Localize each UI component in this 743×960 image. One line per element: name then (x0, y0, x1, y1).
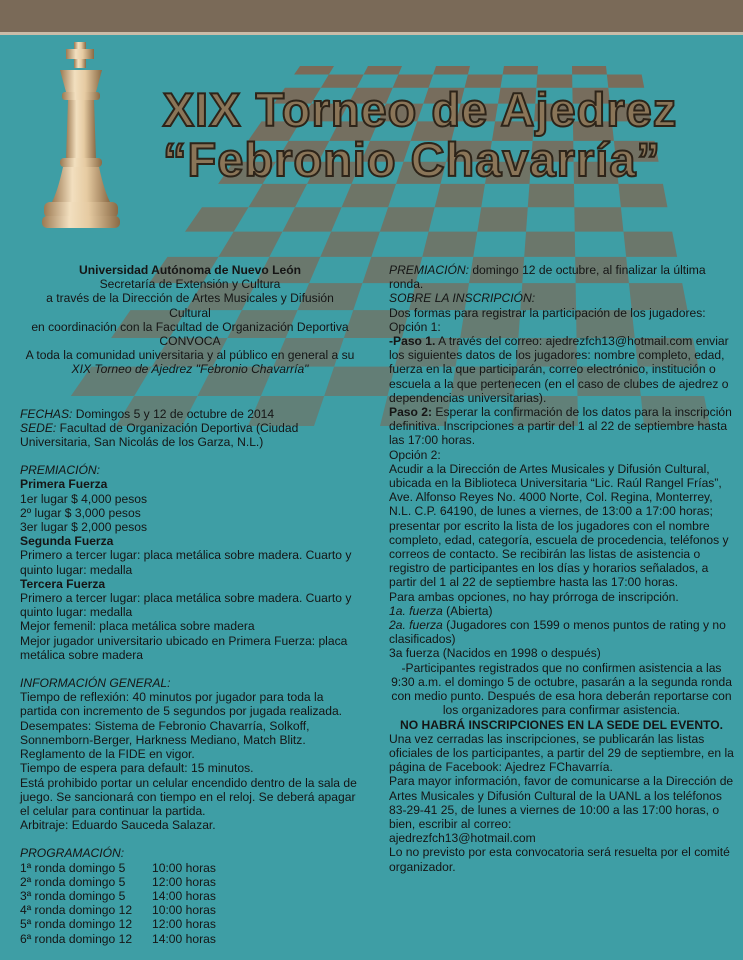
nota-asistencia: -Participantes registrados que no confirmen asistencia a las 9:30 a.m. el domingo 5 de octubre, pasarán a la segunda ronda con medio punto. Después de esa hora deberán reportarse con los organizadores para confirmar asistencia. (391, 660, 732, 718)
board-square (218, 232, 282, 257)
primera-line: 3er lugar $ 2,000 pesos (20, 520, 148, 535)
inscripcion-heading: SOBRE LA INSCRIPCIÓN: (389, 291, 536, 306)
left-column (20, 263, 360, 946)
paso-2-text: Esperar la confirmación de los datos para la inscripción definitiva. Inscripciones a partir del 1 al 22 de septiembre hasta las 17:00 horas. (389, 405, 732, 448)
board-square (574, 207, 623, 231)
board-square (435, 184, 485, 207)
round-row (20, 861, 360, 875)
round-row (20, 932, 360, 946)
fuerza-2 (389, 618, 734, 646)
board-square (185, 207, 248, 231)
intro-line: Universidad Autónoma de Nuevo León (79, 263, 301, 277)
sede-label: SEDE: (20, 420, 57, 435)
board-square (342, 184, 396, 207)
premiacion-heading: PREMIACIÓN: (20, 463, 100, 478)
paso-2 (389, 405, 734, 448)
premiacion-fecha-value: domingo 12 de octubre, al finalizar la última ronda. (389, 263, 706, 292)
no-previsto: Lo no previsto por esta convocatoria será resuelta por el comité organizador. (389, 845, 730, 874)
no-habra-inscripciones: NO HABRÁ INSCRIPCIONES EN LA SEDE DEL EVENTO. (400, 717, 723, 732)
board-square (422, 232, 477, 257)
fuerza-1 (389, 604, 734, 618)
tercera-fuerza: Tercera Fuerza (20, 576, 106, 591)
prorroga: Para ambas opciones, no hay prórroga de inscripción. (389, 589, 679, 604)
programacion-heading: PROGRAMACIÓN: (20, 846, 125, 861)
correo: ajedrezfch13@hotmail.com (389, 831, 536, 846)
round-time: 14:00 horas (152, 931, 216, 946)
fechas (20, 407, 360, 421)
round-name: 3ª ronda domingo 5 (20, 888, 126, 903)
fuerza-2-label: 2a. fuerza (389, 618, 443, 633)
top-banner-bar (0, 0, 743, 32)
opcion-1: Opción 1: (389, 319, 441, 334)
fuerza-2-text: (Jugadores con 1599 o menos puntos de rating y no clasificados) (389, 618, 726, 647)
info-line: Está prohibido portar un celular encendido dentro de la sala de juego. Se sancionará con tiempo en el reloj. Se deberá apagar el celular para continuar la partida. (20, 775, 357, 818)
title-line-2: “Febronio Chavarría” (163, 133, 661, 186)
intro-line: A toda la comunidad universitaria y al público en general a su (25, 348, 355, 363)
top-banner-line (0, 32, 743, 35)
board-square (572, 66, 607, 75)
round-name: 4ª ronda domingo 12 (20, 903, 133, 918)
round-time: 10:00 horas (152, 903, 216, 918)
round-time: 14:00 horas (152, 888, 216, 903)
opcion-2-text: Acudir a la Dirección de Artes Musicales y Difusión Cultural, ubicada en la Biblioteca Universitaria “Lic. Raúl Rangel Frías”, Ave. Alfonso Reyes No. 4000 Norte, Col. Regina, Monterrey, N.L. C.P. 64190, de lunes a viernes, de 13:00 a 17:00 horas; presentar por escrito la lista de los jugadores con el nombre completo, edad, categoría, escuela de procedencia, teléfonos y correos de contacto. Se recibirán las listas de asistencia o registro de participantes en los días y horarios señalados, a partir del 1 al 22 de septiembre hasta las 17:00 horas. (389, 461, 729, 590)
round-name: 2ª ronda domingo 5 (20, 874, 126, 889)
primera-line: 1er lugar $ 4,000 pesos (20, 491, 148, 506)
info-line: Tiempo de espera para default: 15 minutos. (20, 761, 254, 776)
board-square (320, 232, 380, 257)
round-time: 12:00 horas (152, 917, 216, 932)
round-row (20, 875, 360, 889)
intro-line: Cultural (169, 305, 211, 320)
fuerza-1-label: 1a. fuerza (389, 603, 443, 618)
board-square (364, 66, 402, 75)
opcion-2: Opción 2: (389, 447, 441, 462)
intro-line: CONVOCA (159, 334, 221, 349)
board-square (524, 232, 575, 257)
board-square (294, 66, 334, 75)
info-line: Arbitraje: Eduardo Sauceda Salazar. (20, 818, 216, 833)
fechas-label: FECHAS: (20, 406, 73, 421)
segunda-text: Primero a tercer lugar: placa metálica sobre madera. Cuarto y quinto lugar: medalla (20, 548, 352, 577)
board-square (380, 207, 435, 231)
info-heading: INFORMACIÓN GENERAL: (20, 676, 171, 691)
dos-formas: Dos formas para registrar la participación de los jugadores: (389, 305, 706, 320)
fuerza-1-text: (Abierta) (442, 603, 493, 618)
round-time: 12:00 horas (152, 874, 216, 889)
board-square (248, 184, 307, 207)
intro-line: a través de la Dirección de Artes Musicales y Difusión (46, 291, 334, 306)
sede-value: Facultad de Organización Deportiva (Ciudad Universitaria, San Nicolás de los Garza, N.L.) (20, 420, 299, 450)
segunda-fuerza: Segunda Fuerza (20, 534, 114, 549)
paso-1-label: -Paso 1. (389, 334, 436, 349)
board-square (477, 207, 527, 231)
info-line: Desempates: Sistema de Febronio Chavarría, Solkoff, Sonnemborn-Berger, Harkness Mediano, Match Blitz. (20, 718, 310, 747)
primera-fuerza: Primera Fuerza (20, 477, 108, 492)
info-line: Reglamento de la FIDE en vigor. (20, 747, 195, 762)
fechas-value: Domingos 5 y 12 de octubre de 2014 (72, 406, 275, 421)
round-name: 1ª ronda domingo 5 (20, 860, 126, 875)
title-line-1: XIX Torneo de Ajedrez (162, 83, 678, 136)
premiacion-fecha-label: PREMIACIÓN: (389, 263, 469, 277)
round-name: 5ª ronda domingo 12 (20, 917, 133, 932)
board-square (528, 184, 575, 207)
primera-line: 2º lugar $ 3,000 pesos (20, 505, 141, 520)
fuerza-3: 3a fuerza (Nacidos en 1998 o después) (389, 646, 601, 661)
sede (20, 421, 360, 449)
premiacion-fecha (389, 263, 734, 291)
paso-1 (389, 334, 734, 405)
info-line: Tiempo de reflexión: 40 minutos por jugador para toda la partida con incremento de 5 segundos por jugada realizada. (20, 690, 343, 719)
tercera-text: Primero a tercer lugar: placa metálica sobre madera. Cuarto y quinto lugar: medalla (20, 591, 352, 620)
paso-2-label: Paso 2: (389, 405, 433, 420)
intro-line: Secretaría de Extensión y Cultura (99, 277, 281, 292)
mejor-universitario: Mejor jugador universitario ubicado en Primera Fuerza: placa metálica sobre madera (20, 633, 348, 662)
intro-line: XIX Torneo de Ajedrez "Febronio Chavarría" (71, 362, 309, 377)
board-square (618, 184, 667, 207)
round-row (20, 889, 360, 903)
round-name: 6ª ronda domingo 12 (20, 931, 133, 946)
mejor-femenil: Mejor femenil: placa metálica sobre madera (20, 619, 255, 634)
intro-block (20, 263, 360, 377)
board-square (433, 66, 470, 75)
board-square (503, 66, 538, 75)
round-row (20, 903, 360, 917)
mayor-informacion: Para mayor información, favor de comunicarse a la Dirección de Artes Musicales y Difusión Cultural de la UANL a los teléfonos 83-29-41 25, de lunes a viernes de 10:00 a las 17:00 horas, o bien, escribir al correo: (389, 774, 734, 831)
round-row (20, 917, 360, 931)
intro-line: en coordinación con la Facultad de Organización Deportiva (31, 319, 349, 334)
listas-oficiales: Una vez cerradas las inscripciones, se publicarán las listas oficiales de los participantes, a partir del 29 de septiembre, en la página de Facebook: Ajedrez FChavarría. (389, 731, 734, 775)
board-square (623, 232, 677, 257)
board-square (282, 207, 341, 231)
paso-1-text: A través del correo: ajedrezfch13@hotmail.com enviar los siguientes datos de los jugadores: nombre completo, edad, fuerza en la que participarán, correo electrónico, institución o escuela a la que pertenecen (en el caso de clubes de ajedrez o dependencias universitarias). (389, 334, 729, 405)
rounds-list (20, 861, 360, 946)
right-column (389, 263, 734, 874)
round-time: 10:00 horas (152, 860, 216, 875)
